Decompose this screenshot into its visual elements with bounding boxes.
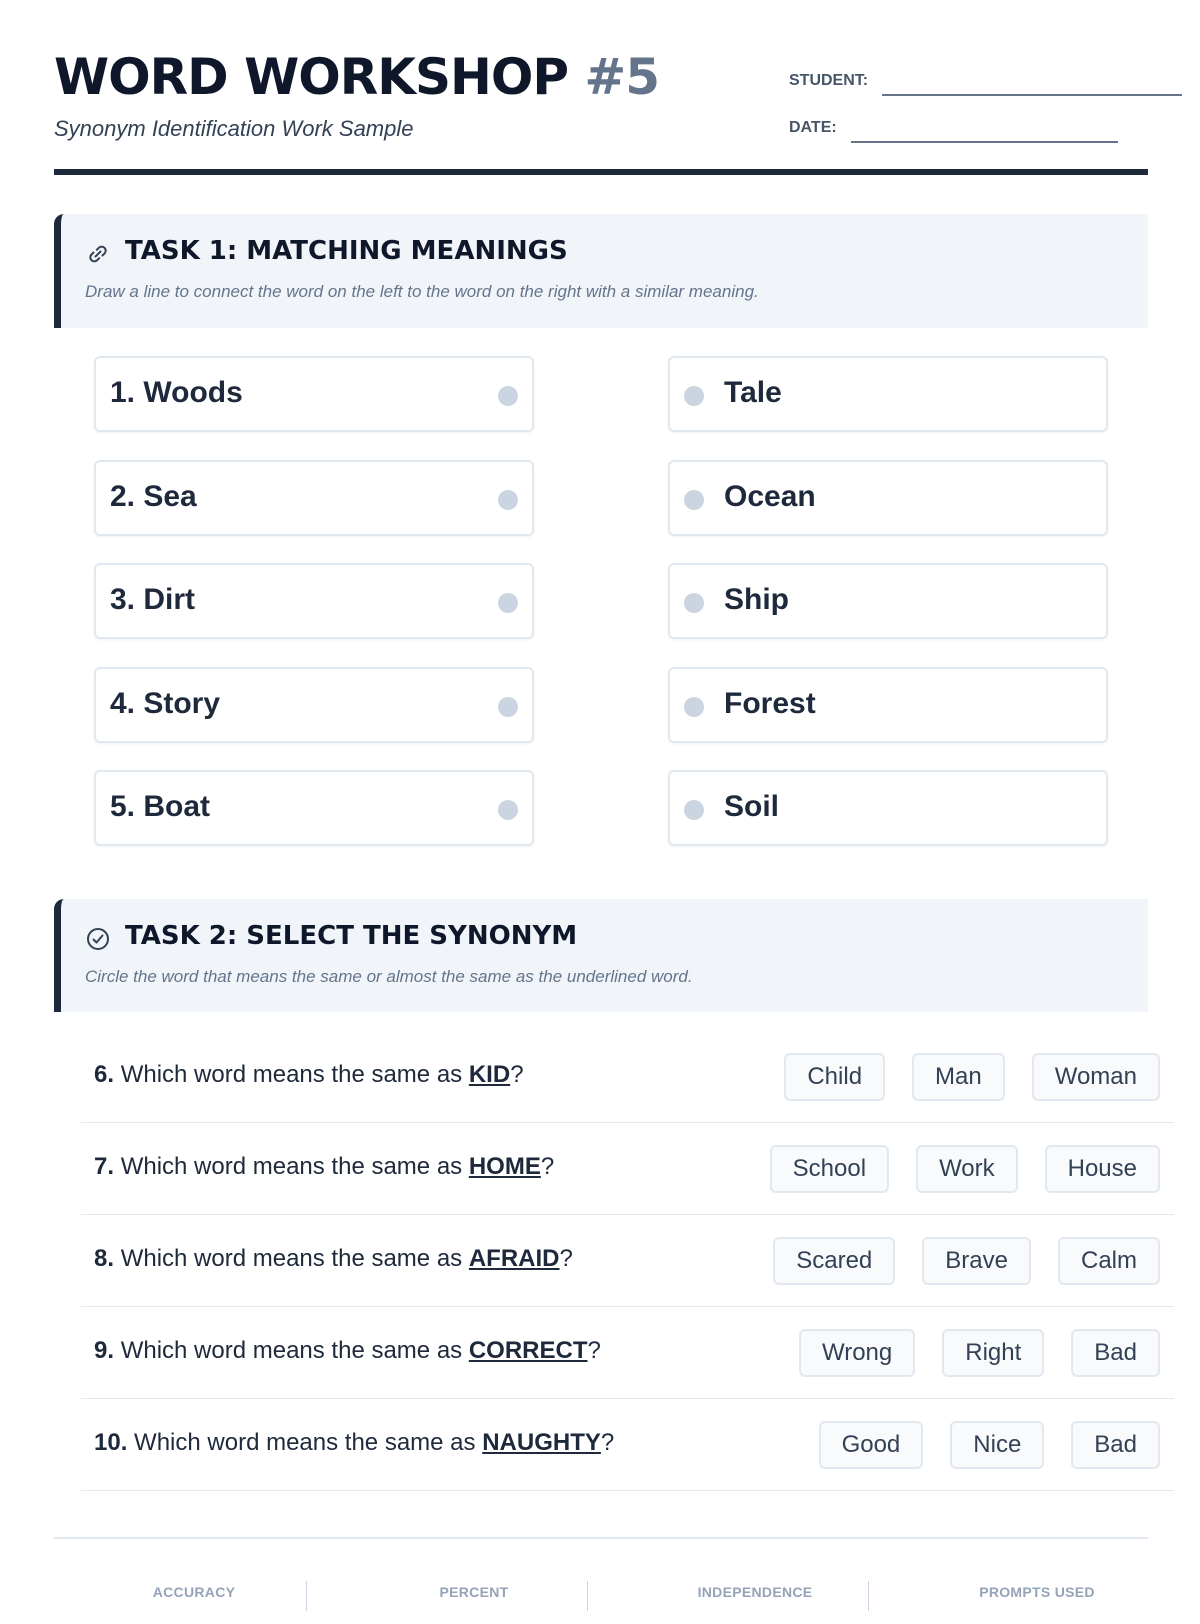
footer-divider: [587, 1581, 588, 1611]
match-left-label: 4. Story: [110, 687, 221, 720]
answer-option[interactable]: Child: [784, 1053, 885, 1101]
question-mark: ?: [587, 1337, 601, 1364]
answer-options: [784, 1053, 1160, 1101]
connector-dot[interactable]: [684, 800, 704, 820]
question-prompt: Which word means the same as: [134, 1429, 476, 1456]
title-number: #5: [584, 48, 660, 106]
footer-prompts-label: PROMPTS USED: [979, 1584, 1095, 1600]
connector-dot[interactable]: [498, 490, 518, 510]
target-word: KID: [468, 1061, 511, 1088]
question-mark: ?: [540, 1153, 555, 1180]
match-right-item[interactable]: [668, 563, 1108, 639]
question-number: 8.: [94, 1245, 115, 1272]
target-word: AFRAID: [468, 1245, 560, 1272]
target-word: HOME: [468, 1153, 541, 1180]
question-mark: ?: [559, 1245, 573, 1272]
question-row: [81, 1307, 1174, 1399]
connector-dot[interactable]: [498, 800, 518, 820]
answer-options: [770, 1145, 1160, 1193]
question-prompt: Which word means the same as: [120, 1337, 463, 1364]
match-right-item[interactable]: [668, 667, 1108, 743]
question-number: 7.: [94, 1153, 115, 1180]
question-prompt: Which word means the same as: [120, 1061, 463, 1088]
question-number: 10.: [94, 1429, 128, 1456]
connector-dot[interactable]: [684, 386, 704, 406]
match-left-label: 2. Sea: [110, 480, 197, 513]
footer-independence-label: INDEPENDENCE: [697, 1584, 813, 1600]
student-label: STUDENT:: [789, 72, 869, 89]
match-left-item[interactable]: [94, 770, 534, 846]
match-right-label: Ocean: [724, 480, 816, 513]
question-prompt: Which word means the same as: [120, 1153, 463, 1180]
task2-description: Circle the word that means the same or almost the same as the underlined word.: [85, 967, 693, 986]
connector-dot[interactable]: [684, 490, 704, 510]
question-text: [94, 1429, 614, 1457]
date-line[interactable]: [851, 141, 1118, 143]
title-main: WORD WORKSHOP: [54, 48, 568, 106]
question-row: [81, 1123, 1174, 1215]
footer-accuracy-label: ACCURACY: [152, 1584, 236, 1600]
answer-options: [819, 1421, 1160, 1469]
match-left-item[interactable]: [94, 356, 534, 432]
check-circle-icon: [83, 924, 113, 954]
connector-dot[interactable]: [684, 593, 704, 613]
task1-description: Draw a line to connect the word on the left to the word on the right with a similar meaning.: [85, 282, 759, 301]
match-right-label: Ship: [724, 583, 789, 616]
question-mark: ?: [510, 1061, 524, 1088]
answer-option[interactable]: Right: [942, 1329, 1044, 1377]
worksheet-title: [54, 50, 659, 105]
answer-option[interactable]: Brave: [922, 1237, 1031, 1285]
footer-percent-label: PERCENT: [439, 1584, 509, 1600]
answer-options: [773, 1237, 1160, 1285]
answer-option[interactable]: Calm: [1058, 1237, 1160, 1285]
match-left-item[interactable]: [94, 460, 534, 536]
match-left-item[interactable]: [94, 563, 534, 639]
question-row: [81, 1215, 1174, 1307]
question-text: [94, 1245, 573, 1273]
answer-option[interactable]: Woman: [1032, 1053, 1160, 1101]
target-word: NAUGHTY: [482, 1429, 601, 1456]
match-left-label: 5. Boat: [110, 790, 211, 823]
date-field: [789, 119, 1118, 137]
link-icon: [83, 239, 113, 269]
answer-option[interactable]: Nice: [950, 1421, 1044, 1469]
answer-option[interactable]: House: [1045, 1145, 1160, 1193]
task1-title: TASK 1: MATCHING MEANINGS: [125, 236, 568, 266]
answer-option[interactable]: Wrong: [799, 1329, 915, 1377]
connector-dot[interactable]: [498, 386, 518, 406]
connector-dot[interactable]: [498, 697, 518, 717]
match-left-label: 3. Dirt: [110, 583, 196, 616]
question-number: 9.: [94, 1337, 115, 1364]
answer-option[interactable]: Bad: [1071, 1329, 1160, 1377]
match-right-label: Soil: [724, 790, 780, 823]
worksheet-header: [54, 0, 1148, 175]
answer-option[interactable]: Work: [916, 1145, 1018, 1193]
worksheet-page: [54, 0, 1148, 1600]
target-word: CORRECT: [468, 1337, 588, 1364]
scoring-footer: [54, 1537, 1148, 1600]
answer-option[interactable]: Bad: [1071, 1421, 1160, 1469]
answer-option[interactable]: Man: [912, 1053, 1005, 1101]
match-right-item[interactable]: [668, 356, 1108, 432]
question-row: [81, 1399, 1174, 1491]
question-text: [94, 1061, 524, 1089]
match-left-label: 1. Woods: [110, 376, 243, 409]
match-left-item[interactable]: [94, 667, 534, 743]
match-right-item[interactable]: [668, 460, 1108, 536]
question-row: [81, 1031, 1174, 1123]
question-text: [94, 1153, 554, 1181]
student-name-line[interactable]: [882, 94, 1182, 96]
connector-dot[interactable]: [498, 593, 518, 613]
question-number: 6.: [94, 1061, 115, 1088]
connector-dot[interactable]: [684, 697, 704, 717]
answer-options: [799, 1329, 1160, 1377]
question-mark: ?: [600, 1429, 615, 1456]
date-label: DATE:: [789, 119, 837, 136]
answer-option[interactable]: Good: [819, 1421, 924, 1469]
question-text: [94, 1337, 601, 1365]
task2-title: TASK 2: SELECT THE SYNONYM: [125, 921, 578, 951]
answer-option[interactable]: Scared: [773, 1237, 895, 1285]
match-right-label: Tale: [724, 376, 782, 409]
task1-header: [54, 214, 1148, 328]
footer-divider: [306, 1581, 307, 1611]
footer-divider: [868, 1581, 869, 1611]
student-field: [789, 72, 1182, 90]
answer-option[interactable]: School: [770, 1145, 889, 1193]
match-right-item[interactable]: [668, 770, 1108, 846]
worksheet-subtitle: Synonym Identification Work Sample: [54, 116, 414, 141]
match-right-label: Forest: [724, 687, 816, 720]
question-prompt: Which word means the same as: [120, 1245, 463, 1272]
task2-header: [54, 899, 1148, 1012]
